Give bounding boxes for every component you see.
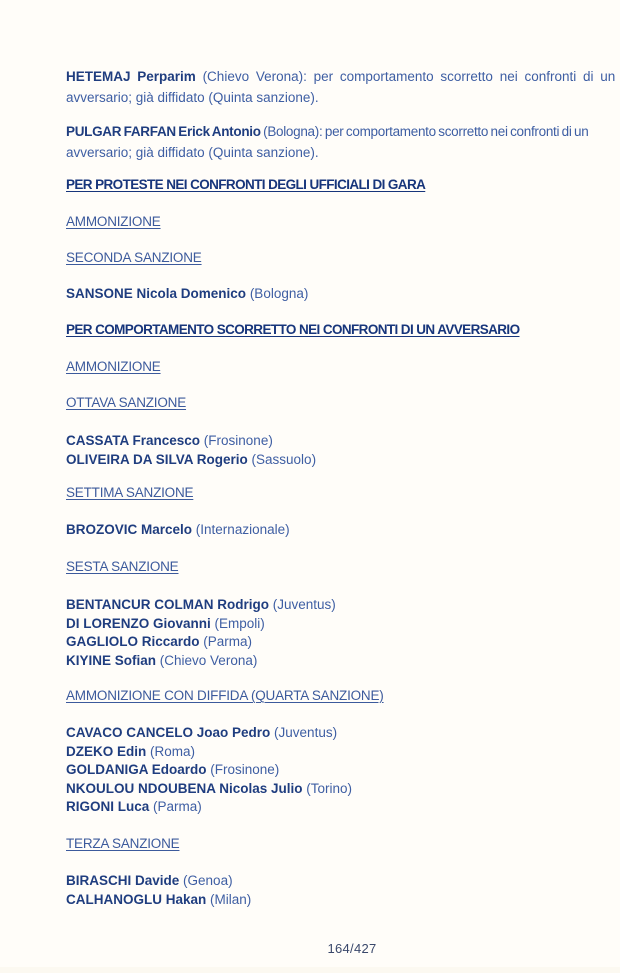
subheading-quarta-sanzione: AMMONIZIONE CON DIFFIDA (QUARTA SANZIONE) [66,688,384,703]
player-club: (Internazionale) [195,522,290,537]
player-name: CALHANOGLU Hakan [66,891,207,907]
player-row [66,615,336,634]
player-row [66,798,352,817]
subheading-sesta-sanzione: SESTA SANZIONE [66,559,179,574]
page-number: 164/427 [327,941,377,956]
player-row [66,780,352,799]
player-row [66,451,316,470]
player-club: (Torino) [306,780,353,796]
sanction-text: (Chievo Verona): per comportamento scorretto nei confronti di un [202,69,616,84]
player-row [66,633,336,652]
player-row [66,743,352,762]
player-club: (Parma) [203,634,253,650]
player-club: (Milan) [210,891,252,907]
page-bottom-edge [0,967,620,973]
player-club: (Empoli) [214,615,265,631]
player-row [66,891,251,910]
paragraph-line: avversario; già diffidato (Quinta sanzione). [66,90,319,105]
player-club: (Genoa) [183,873,233,888]
player-name: DZEKO Edin [66,743,147,759]
player-name: DI LORENZO Giovanni [66,615,211,631]
paragraph-line [66,66,615,87]
player-club: (Roma) [150,743,196,759]
player-name: KIYINE Sofian [66,652,157,668]
player-club: (Bologna) [249,286,309,301]
player-name: BROZOVIC Marcelo [66,522,193,537]
player-row [66,285,308,304]
sanction-text: (Bologna): per comportamento scorretto nei confronti di un [263,124,589,139]
player-club: (Sassuolo) [251,451,317,467]
section-heading-proteste: PER PROTESTE NEI CONFRONTI DEGLI UFFICIALI DI GARA [66,177,426,192]
player-club: (Juventus) [272,597,336,612]
player-list-quarta [66,724,352,817]
subheading-settima-sanzione: SETTIMA SANZIONE [66,485,194,500]
player-club: (Parma) [153,799,202,815]
player-name: GOLDANIGA Edoardo [66,762,207,778]
paragraph-line: avversario; già diffidato (Quinta sanzione). [66,145,319,160]
player-name: OLIVEIRA DA SILVA Rogerio [66,451,248,467]
player-name: SANSONE Nicola Domenico [66,286,247,301]
player-name: BIRASCHI Davide [66,873,180,888]
subheading-seconda-sanzione: SECONDA SANZIONE [66,250,202,265]
subheading-ammonizione: AMMONIZIONE [66,214,161,229]
sanction-paragraph [66,66,615,108]
player-club: (Frosinone) [203,433,273,448]
player-name: BENTANCUR COLMAN Rodrigo [66,597,269,612]
subheading-ottava-sanzione: OTTAVA SANZIONE [66,395,187,410]
player-row [66,652,336,671]
player-row [66,596,336,615]
player-name: NKOULOU NDOUBENA Nicolas Julio [66,780,303,796]
sanction-paragraph [66,121,588,163]
subheading-terza-sanzione: TERZA SANZIONE [66,836,180,851]
player-list-settima [66,521,290,540]
player-list-sesta [66,596,336,670]
player-name: CASSATA Francesco [66,433,201,448]
paragraph-line [66,121,588,142]
player-club: (Juventus) [274,725,338,740]
player-row [66,872,251,891]
player-name: HETEMAJ Perparim [66,69,196,84]
player-name: CAVACO CANCELO Joao Pedro [66,725,271,740]
player-club: (Frosinone) [210,762,280,778]
player-row [66,724,352,743]
player-row [66,761,352,780]
player-name: PULGAR FARFAN Erick Antonio [66,124,261,139]
player-row [66,432,316,451]
player-name: GAGLIOLO Riccardo [66,634,200,650]
subheading-ammonizione: AMMONIZIONE [66,359,161,374]
player-club: (Chievo Verona) [159,652,258,668]
player-list-ottava [66,432,316,469]
section-heading-comportamento: PER COMPORTAMENTO SCORRETTO NEI CONFRONTI DI UN AVVERSARIO [66,322,520,337]
player-name: RIGONI Luca [66,799,150,815]
player-list-seconda [66,285,308,304]
player-row [66,521,290,540]
player-list-terza [66,872,251,909]
